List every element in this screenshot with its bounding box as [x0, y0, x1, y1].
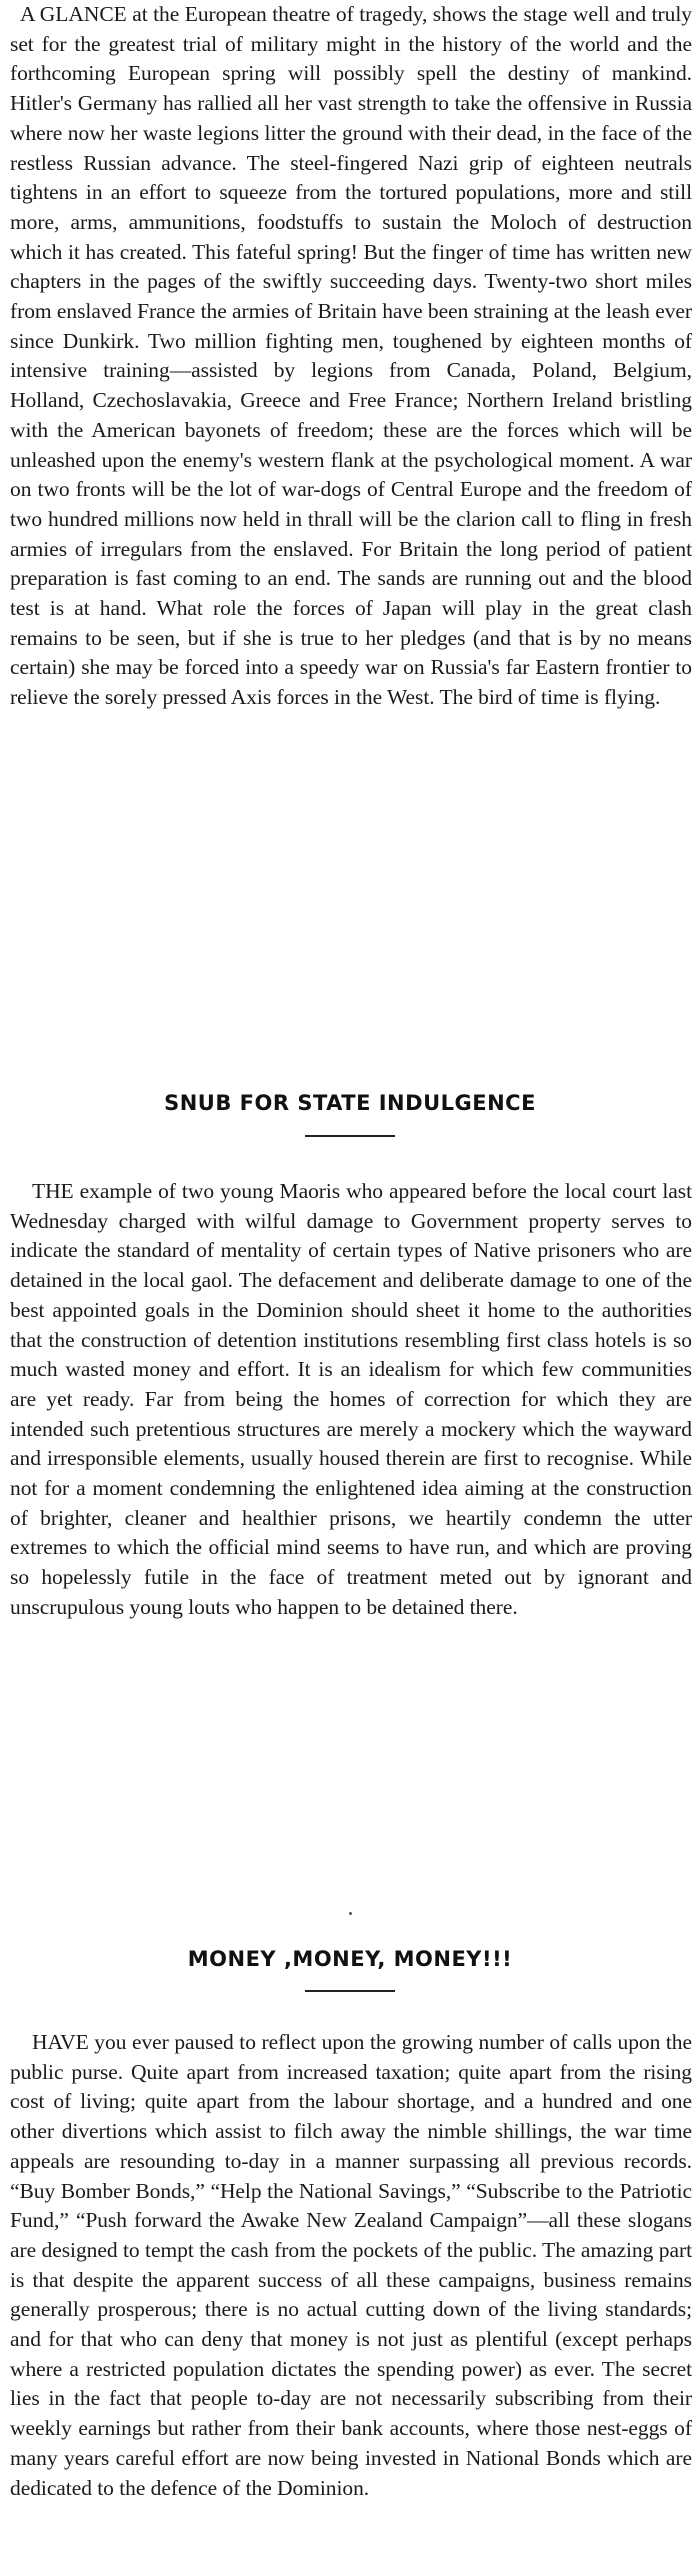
article-war-outlook-text: A GLANCE at the European theatre of tragedy, shows the stage well and truly set for the greatest trial of military might in the history of the world and the forthcoming European spring will possibly spell the destiny of mankind. Hitler's Germany has rallied all her vast strength to take the offensive in Russia where now her waste legions litter the ground with their dead, in the face of the restless Russian advance. The steel-fingered Nazi grip of eighteen neutrals tightens in an effort to squeeze from the tortured populations, more and still more, arms, ammunitions, foodstuffs to sustain the Moloch of destruction which it has created. This fateful spring! But the finger of time has written new chapters in the pages of the swiftly succeeding days. Twenty-two short miles from enslaved France the armies of Britain have been straining at the leash ever since Dunkirk. Two million fighting men, toughened by eighteen months of intensive training—assisted by legions from Canada, Poland, Belgium, Holland, Czechoslavakia, Greece and Free France; Northern Ireland bristling with the American bayonets of freedom; these are the forces which will be unleashed upon the enemy's western flank at the psychological moment. A war on two fronts will be the lot of war-dogs of Central Europe and the freedom of two hundred millions now held in thrall will be the clarion call to fling in fresh armies of irregulars from the enslaved. For Britain the long period of patient preparation is fast coming to an end. The sands are running out and the blood test is at hand. What role the forces of Japan will play in the great clash remains to be seen, but if she is true to her pledges (and that is by no means certain) she may be forced into a speedy war on Russia's far Eastern frontier to relieve the sorely pressed Axis forces in the West. The bird of time is flying. [10, 2, 692, 710]
article-state-indulgence-text: THE example of two young Maoris who appeared before the local court last Wednesday charged with wilful damage to Government property serves to indicate the standard of mentality of certain types of Native prisoners who are detained in the local gaol. The defacement and deliberate damage to one of the best appointed goals in the Dominion should sheet it home to the authorities that the construction of detention institutions resembling first class hotels is so much wasted money and effort. It is an idealism for which few communities are yet ready. Far from being the homes of correction for which they are intended such pretentious structures are merely a mockery which the wayward and irresponsible elements, usually housed therein are first to recognise. While not for a moment condemning the enlightened idea aiming at the construction of brighter, cleaner and healthier prisons, we heartily condemn the utter extremes to which the official mind seems to have run, and which are proving so hopelessly futile in the face of treatment meted out by ignorant and unscrupulous young louts who happen to be detained there. [10, 1179, 692, 1619]
article-money [10, 2028, 692, 2503]
separator-dot [349, 1912, 352, 1915]
article-state-indulgence [10, 1177, 692, 1623]
heading-rule [305, 1135, 395, 1137]
heading-rule [305, 1990, 395, 1992]
article-war-outlook [10, 0, 692, 713]
heading-money-money-money: MONEY ,MONEY, MONEY!!! [187, 1947, 513, 1971]
article-money-text: HAVE you ever paused to reflect upon the growing number of calls upon the public purse. Quite apart from increased taxation; quite apart from the rising cost of living; quite apart from the labour shortage, and a hundred and one other divertions which assist to filch away the nimble shillings, the war time appeals are resounding to-day in a manner surpassing all previous records. “Buy Bomber Bonds,” “Help the National Savings,” “Subscribe to the Patriotic Fund,” “Push forward the Awake New Zealand Campaign”—all these slogans are designed to tempt the cash from the pockets of the public. The amazing part is that despite the apparent success of all these campaigns, business remains generally prosperous; there is no actual cutting down of the living standards; and for that who can deny that money is not just as plentiful (except perhaps where a restricted population dictates the spending power) as ever. The secret lies in the fact that people to-day are not necessarily subscribing from their weekly earnings but rather from their bank accounts, where those nest-eggs of many years careful effort are now being invested in National Bonds which are dedicated to the defence of the Dominion. [10, 2030, 692, 2500]
heading-snub-for-state-indulgence: SNUB FOR STATE INDULGENCE [164, 1091, 536, 1115]
